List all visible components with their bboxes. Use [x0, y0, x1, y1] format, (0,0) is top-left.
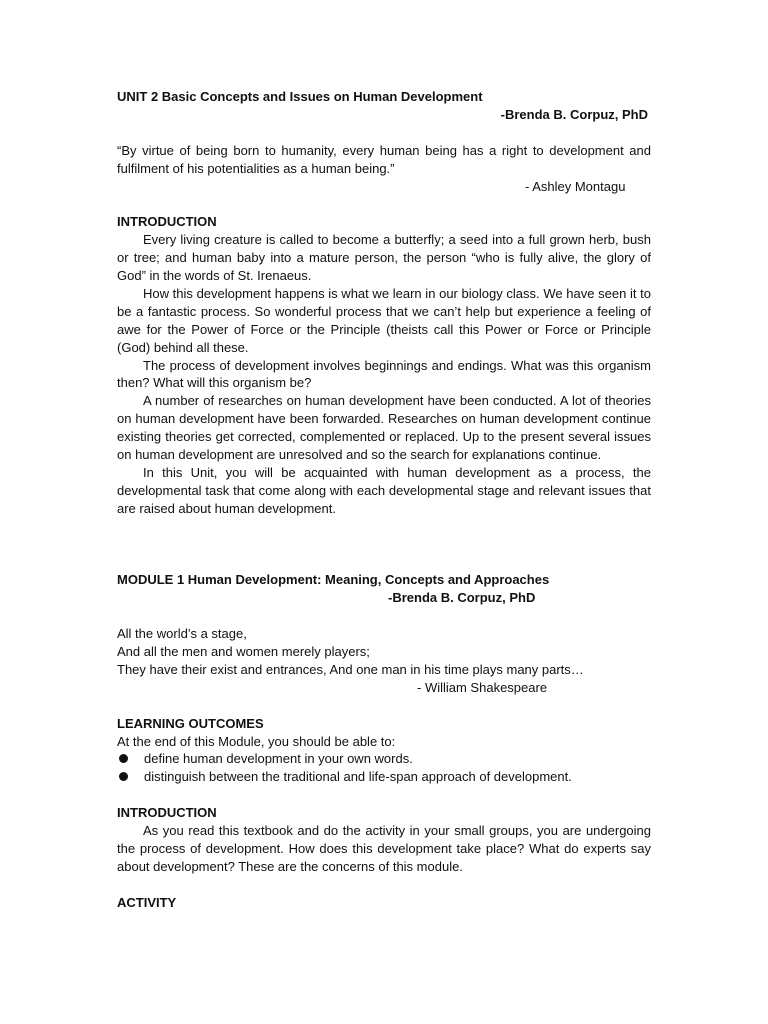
unit-author: -Brenda B. Corpuz, PhD [500, 106, 648, 122]
spacer [117, 876, 651, 894]
unit-paragraph: The process of development involves beginnings and endings. What was this organism then? What will this organism be? [117, 357, 651, 391]
outcomes-heading: LEARNING OUTCOMES [117, 715, 264, 731]
outcomes-intro: At the end of this Module, you should be able to: [117, 733, 396, 749]
spacer [117, 607, 651, 625]
unit-paragraph: In this Unit, you will be acquainted with human development as a process, the developmental task that come along with each developmental stage and relevant issues that are raised about human development. [117, 465, 651, 516]
list-item [117, 768, 651, 786]
activity-heading: ACTIVITY [117, 894, 177, 910]
poem-line: And all the men and women merely players; [117, 644, 370, 660]
outcome-text: define human development in your own words. [144, 751, 413, 767]
bullet-icon [119, 754, 128, 763]
outcomes-list [117, 750, 651, 786]
spacer [117, 518, 651, 554]
unit-intro-heading: INTRODUCTION [117, 214, 217, 230]
module-author: -Brenda B. Corpuz, PhD [388, 590, 536, 606]
unit-quote-attribution: - Ashley Montagu [525, 178, 626, 194]
outcome-text: distinguish between the traditional and life-span approach of development. [144, 769, 572, 785]
module-title: MODULE 1 Human Development: Meaning, Concepts and Approaches [117, 572, 550, 588]
list-item [117, 750, 651, 768]
unit-paragraph: A number of researches on human development have been conducted. A lot of theories on human development have been forwarded. Researches on human development continue existing theories get corrected, complemented or replaced. Up to the present several issues on human development are unresolved and so the search for explanations continue. [117, 393, 651, 463]
spacer [117, 124, 651, 142]
spacer [117, 554, 651, 572]
unit-quote: “By virtue of being born to humanity, every human being has a right to development and fulfilment of his potentialities as a human being.” [117, 142, 651, 176]
poem-attribution: - William Shakespeare [417, 679, 548, 695]
document-page [117, 88, 651, 912]
bullet-icon [119, 772, 128, 781]
poem-line: They have their exist and entrances, And one man in his time plays many parts… [117, 661, 584, 677]
spacer [117, 195, 651, 213]
unit-paragraph: How this development happens is what we learn in our biology class. We have seen it to be a fantastic process. So wonderful process that we can’t help but experience a feeling of awe for the Power of Force or the Principle (theists call this Power or Force or Principle (God) behind all these. [117, 285, 651, 355]
poem-line: All the world’s a stage, [117, 626, 247, 642]
spacer [117, 786, 651, 804]
spacer [117, 697, 651, 715]
module-intro-heading: INTRODUCTION [117, 805, 217, 821]
module-intro-paragraph: As you read this textbook and do the activity in your small groups, you are undergoing the process of development. How does this development take place? What do experts say about development? These are the concerns of this module. [117, 823, 651, 874]
unit-paragraph: Every living creature is called to become a butterfly; a seed into a full grown herb, bush or tree; and human baby into a mature person, the person “who is fully alive, the glory of God” in the words of St. Irenaeus. [117, 232, 651, 284]
unit-title: UNIT 2 Basic Concepts and Issues on Human Development [117, 89, 483, 104]
